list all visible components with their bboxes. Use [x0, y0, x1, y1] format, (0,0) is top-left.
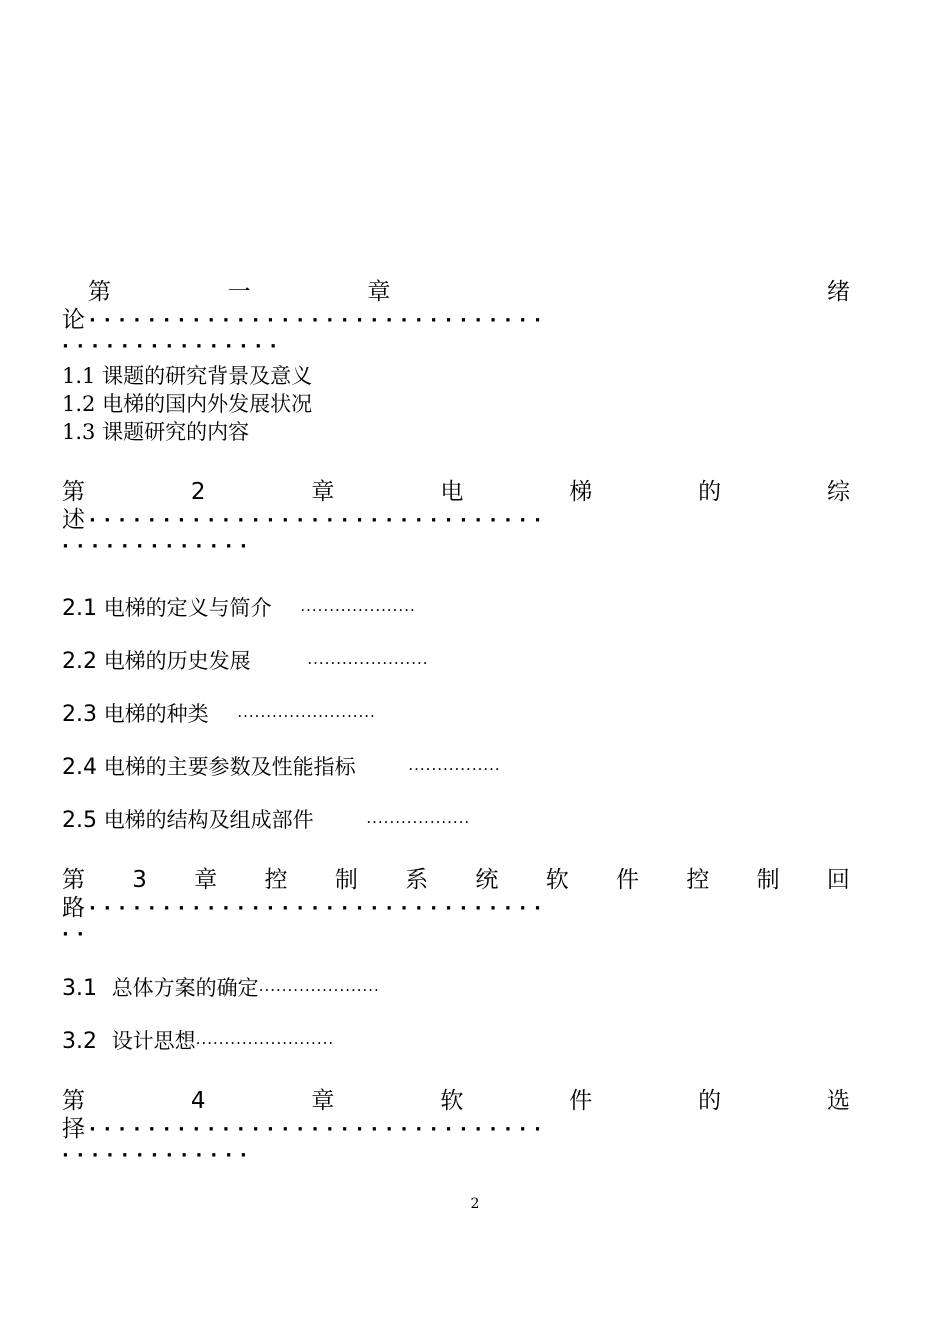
section-number: 3.2 — [62, 1029, 97, 1054]
dot-leader: ······························· — [89, 309, 549, 331]
chapter-4-title-char: 章 — [311, 1088, 335, 1114]
dot-leader: ······························· — [89, 897, 549, 919]
chapter-1-title-line — [62, 278, 850, 306]
chapter-4-title-char: 4 — [190, 1088, 206, 1114]
toc-item[interactable]: 1.3 课题研究的内容 — [62, 420, 250, 444]
section-number: 2.4 — [62, 755, 97, 780]
toc-chapter-3[interactable] — [62, 866, 850, 948]
chapter-2-title-char: 章 — [311, 479, 335, 505]
chapter-3-title-char: 件 — [616, 867, 640, 893]
chapter-3-dot-leader — [62, 894, 850, 922]
toc-section-2-5[interactable] — [62, 806, 470, 836]
chapter-3-last-char: 路 — [62, 895, 85, 921]
chapter-4-title-line — [62, 1087, 850, 1115]
section-label: 设计思想 — [111, 1029, 196, 1053]
toc-item[interactable]: 1.2 电梯的国内外发展状况 — [62, 392, 313, 416]
chapter-3-title-char: 第 — [62, 867, 85, 893]
dot-leader-continued: ············· — [62, 1145, 255, 1166]
toc-chapter-1[interactable] — [62, 278, 850, 360]
toc-section-3-2[interactable] — [62, 1027, 334, 1057]
toc-section-2-1[interactable] — [62, 594, 416, 624]
chapter-3-title-char: 章 — [194, 867, 218, 893]
chapter-4-title-char: 软 — [440, 1088, 464, 1114]
chapter-2-last-char: 述 — [62, 507, 85, 533]
section-dot-leader: ························ — [195, 1034, 335, 1052]
section-dot-leader: ·················· — [366, 813, 471, 831]
chapter-3-title-char: 软 — [545, 867, 569, 893]
dot-leader-continued: ··············· — [62, 336, 285, 357]
section-number: 3.1 — [62, 976, 97, 1001]
chapter-2-title-char: 梯 — [569, 479, 593, 505]
chapter-1-title-char: 第 — [88, 279, 111, 305]
chapter-2-title-char: 电 — [440, 479, 464, 505]
section-label: 电梯的种类 — [103, 702, 209, 726]
section-label: 电梯的历史发展 — [103, 649, 251, 673]
section-dot-leader: ················ — [408, 760, 501, 778]
section-label: 电梯的主要参数及性能指标 — [103, 755, 356, 779]
chapter-4-last-char: 择 — [62, 1116, 85, 1142]
chapter-2-title-line — [62, 478, 850, 506]
chapter-2-title-char: 综 — [826, 479, 850, 505]
section-dot-leader: ····················· — [258, 981, 380, 999]
toc-section-3-1[interactable] — [62, 974, 380, 1004]
toc-section-2-4[interactable] — [62, 753, 501, 783]
section-label: 总体方案的确定 — [111, 976, 259, 1000]
section-dot-leader: ···················· — [300, 601, 416, 619]
toc-item[interactable]: 1.1 课题的研究背景及意义 — [62, 364, 313, 388]
toc-section-2-3[interactable] — [62, 700, 376, 730]
section-dot-leader: ························ — [237, 707, 376, 725]
chapter-4-dot-leader — [62, 1115, 850, 1143]
chapter-4-title-char: 的 — [698, 1088, 722, 1114]
chapter-3-title-char: 3 — [132, 867, 147, 893]
chapter-3-title-line — [62, 866, 850, 894]
chapter-2-title-char: 第 — [62, 479, 85, 505]
chapter-1-items — [62, 362, 312, 446]
section-number: 2.5 — [62, 808, 97, 833]
chapter-3-title-char: 制 — [756, 867, 780, 893]
chapter-3-title-char: 系 — [405, 867, 429, 893]
section-dot-leader: ····················· — [307, 654, 429, 672]
chapter-1-dot-leader — [62, 306, 850, 334]
chapter-1-last-char: 论 — [62, 307, 85, 333]
chapter-2-title-char: 的 — [698, 479, 722, 505]
chapter-1-title-char: 绪 — [826, 279, 850, 305]
dot-leader: ······························· — [89, 509, 549, 531]
section-label: 电梯的定义与简介 — [103, 596, 272, 620]
section-label: 电梯的结构及组成部件 — [103, 808, 314, 832]
chapter-4-title-char: 选 — [826, 1088, 850, 1114]
chapter-2-dot-leader — [62, 506, 850, 534]
section-number: 2.2 — [62, 649, 97, 674]
chapter-2-title-char: 2 — [190, 479, 206, 505]
chapter-3-title-char: 统 — [475, 867, 499, 893]
toc-chapter-4[interactable] — [62, 1087, 850, 1169]
chapter-1-title-char: 章 — [367, 279, 391, 305]
chapter-4-title-char: 第 — [62, 1088, 85, 1114]
chapter-3-title-char: 控 — [686, 867, 710, 893]
chapter-3-title-char: 控 — [264, 867, 288, 893]
section-number: 2.3 — [62, 702, 97, 727]
page-number: 2 — [470, 1196, 480, 1212]
toc-section-2-2[interactable] — [62, 647, 429, 677]
chapter-3-title-char: 回 — [826, 867, 850, 893]
section-number: 2.1 — [62, 596, 97, 621]
chapter-4-title-char: 件 — [569, 1088, 593, 1114]
toc-chapter-2[interactable] — [62, 478, 850, 560]
dot-leader: ······························· — [89, 1118, 549, 1140]
dot-leader-continued: ·· — [62, 924, 92, 945]
chapter-1-title-char: 一 — [227, 279, 251, 305]
dot-leader-continued: ············· — [62, 536, 255, 557]
chapter-3-title-char: 制 — [334, 867, 358, 893]
